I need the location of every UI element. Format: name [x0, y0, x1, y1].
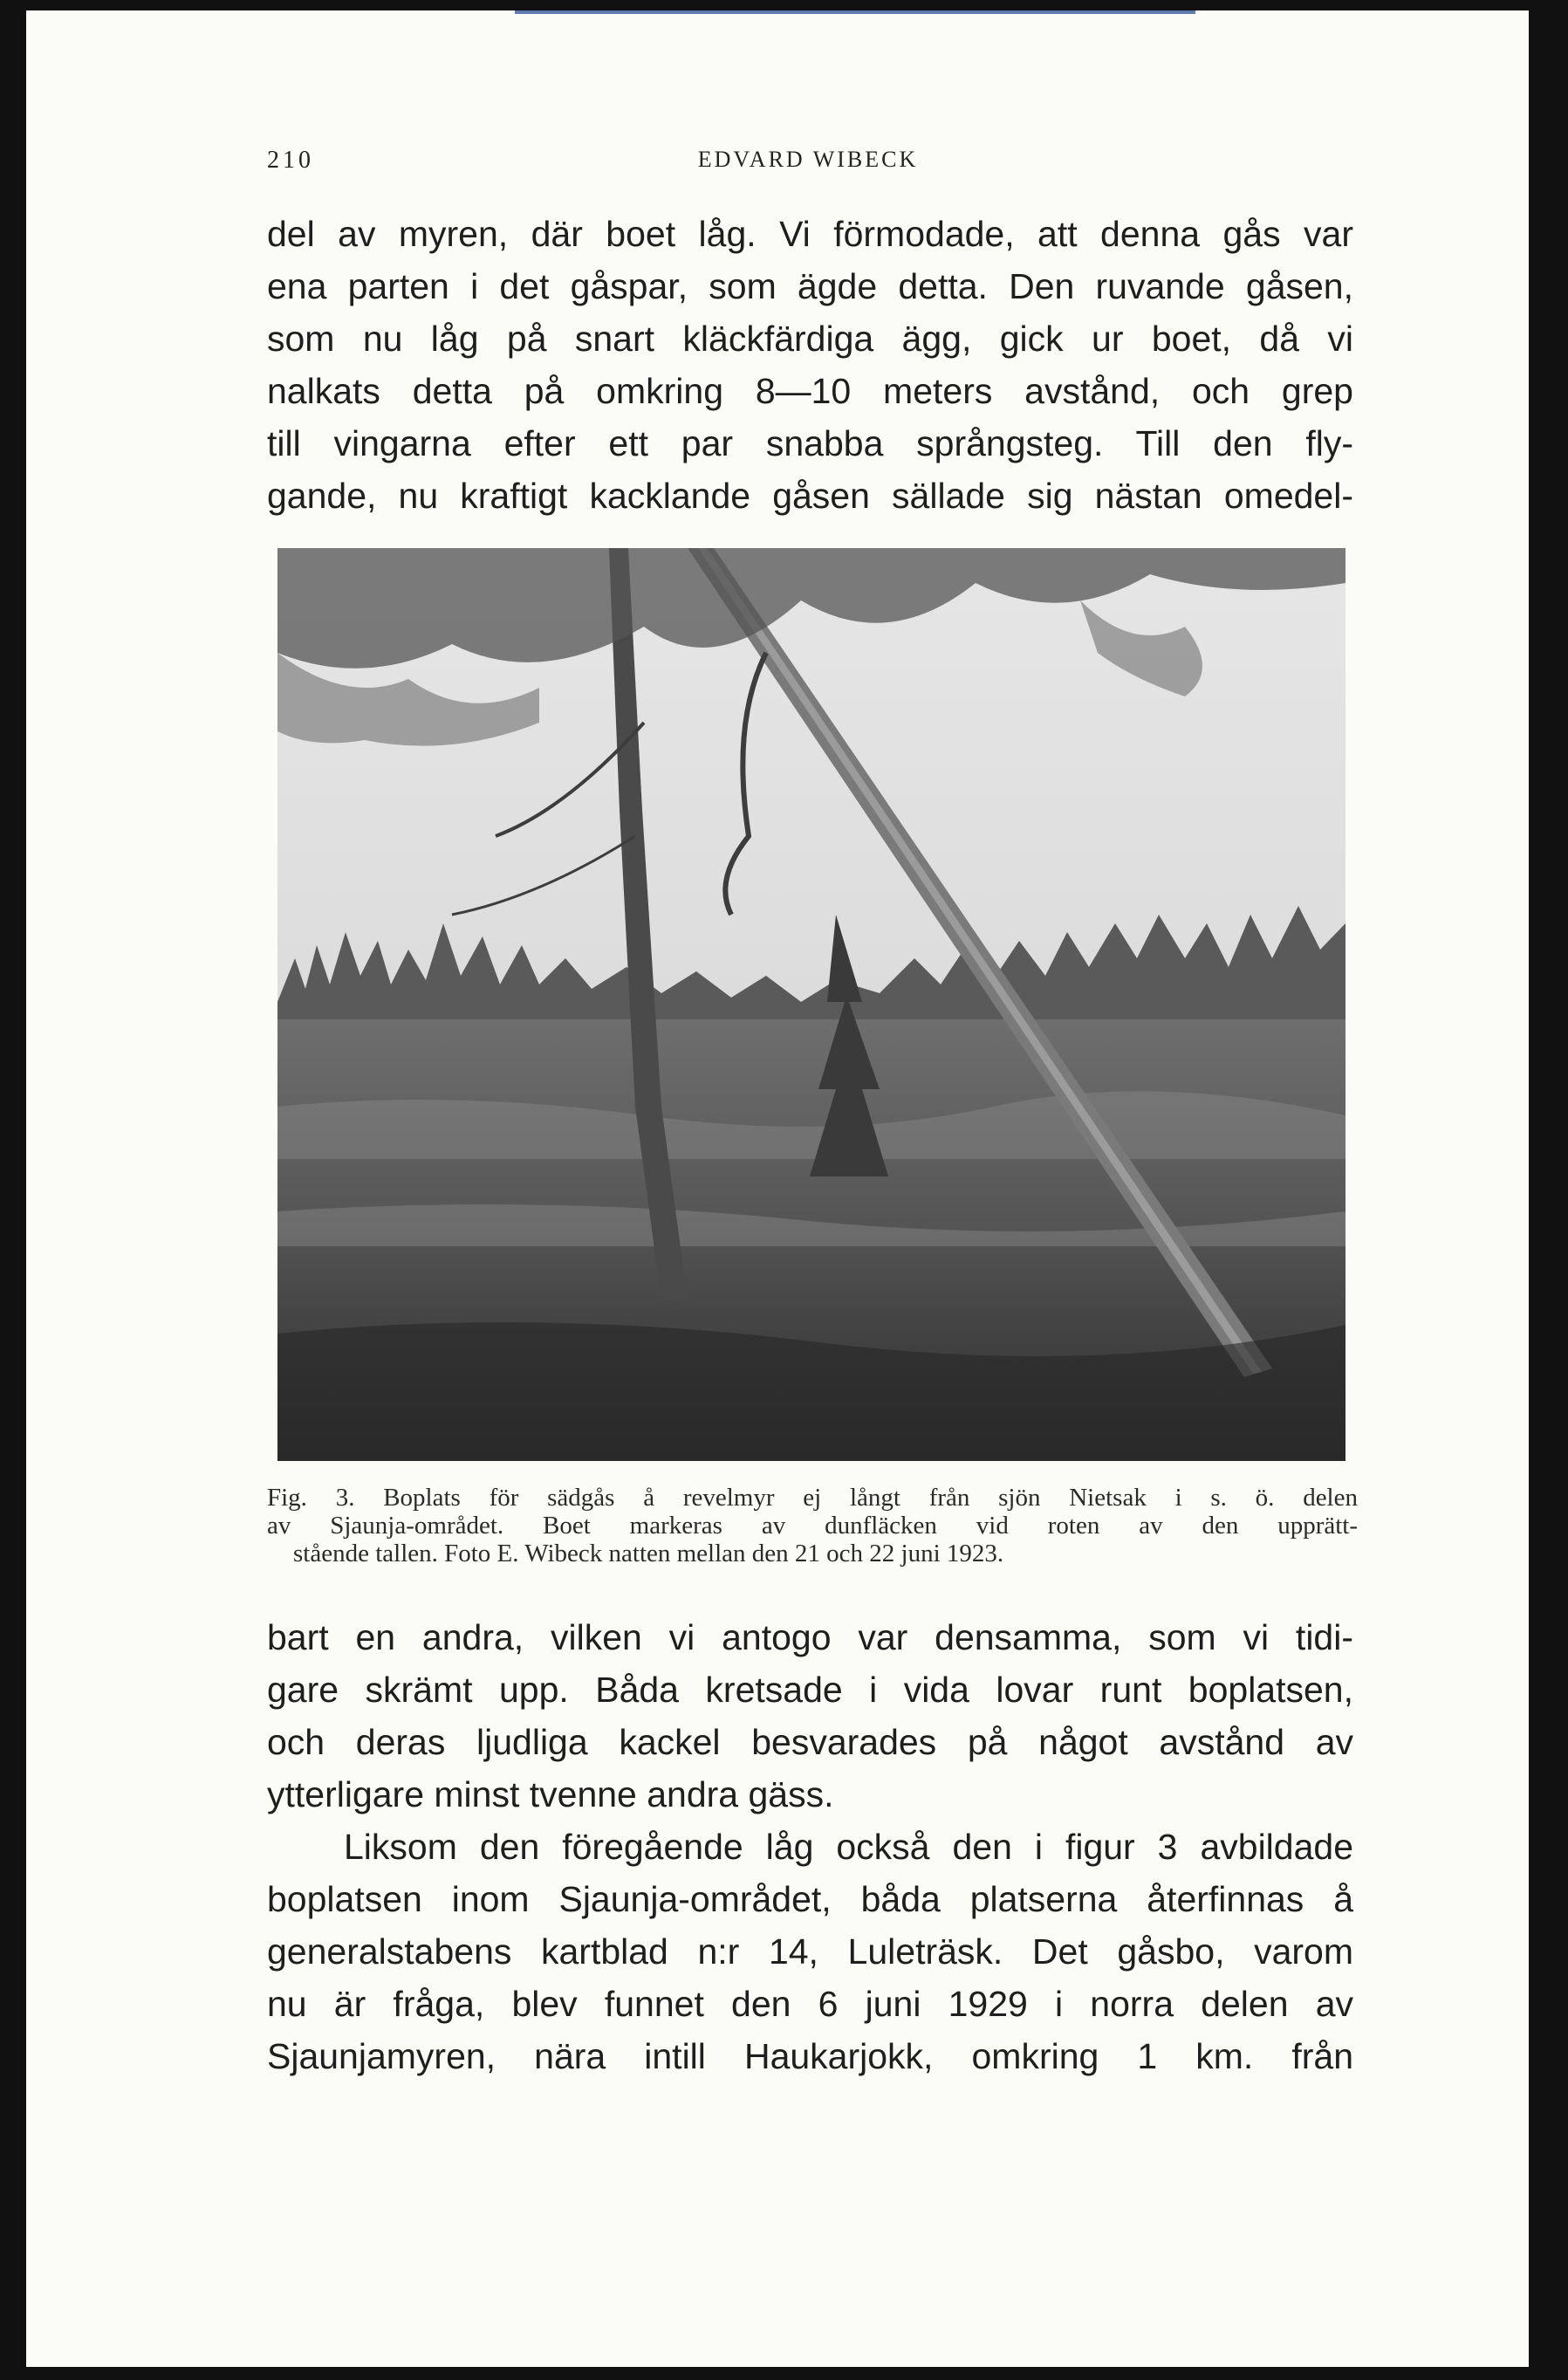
text-line: gare skrämt upp. Båda kretsade i vida lovar runt boplatsen,	[267, 1670, 1353, 1710]
figure-photo	[277, 548, 1345, 1461]
text-line: Liksom den föregående låg också den i figur 3 avbildade	[344, 1827, 1353, 1867]
scan-edge-line	[515, 10, 1195, 14]
caption-line: stående tallen. Foto E. Wibeck natten mellan den 21 och 22 juni 1923.	[293, 1540, 1004, 1567]
text-line: ytterligare minst tvenne andra gäss.	[267, 1774, 834, 1814]
figure-caption	[267, 1484, 1358, 1567]
text-line: gande, nu kraftigt kacklande gåsen sällade sig nästan omedel-	[267, 476, 1353, 516]
text-line: generalstabens kartblad n:r 14, Luleträsk. Det gåsbo, varom	[267, 1931, 1353, 1972]
page-number: 210	[267, 147, 314, 174]
caption-line: av Sjaunja-området. Boet markeras av dunfläcken vid roten av den upprätt-	[267, 1512, 1358, 1540]
paragraph-bottom	[267, 1611, 1353, 2082]
text-line: nalkats detta på omkring 8—10 meters avstånd, och grep	[267, 371, 1353, 411]
text-line: del av myren, där boet låg. Vi förmodade, att denna gås var	[267, 214, 1353, 254]
paragraph-top	[267, 208, 1353, 522]
text-line: nu är fråga, blev funnet den 6 juni 1929 i norra delen av	[267, 1984, 1353, 2024]
text-line: ena parten i det gåspar, som ägde detta. Den ruvande gåsen,	[267, 266, 1353, 306]
text-line: till vingarna efter ett par snabba språngsteg. Till den fly-	[267, 423, 1353, 463]
page-header	[267, 147, 1349, 182]
text-line: Sjaunjamyren, nära intill Haukarjokk, omkring 1 km. från	[267, 2036, 1353, 2076]
text-line: bart en andra, vilken vi antogo var densamma, som vi tidi-	[267, 1617, 1353, 1657]
text-line: boplatsen inom Sjaunja-området, båda platserna återfinnas å	[267, 1879, 1353, 1919]
text-line: som nu låg på snart kläckfärdiga ägg, gick ur boet, då vi	[267, 319, 1353, 359]
text-line: och deras ljudliga kackel besvarades på något avstånd av	[267, 1722, 1353, 1762]
caption-line: Fig. 3. Boplats för sädgås å revelmyr ej långt från sjön Nietsak i s. ö. delen	[267, 1484, 1358, 1512]
photo-pine-bog	[277, 548, 1345, 1461]
running-head: EDVARD WIBECK	[697, 147, 919, 172]
